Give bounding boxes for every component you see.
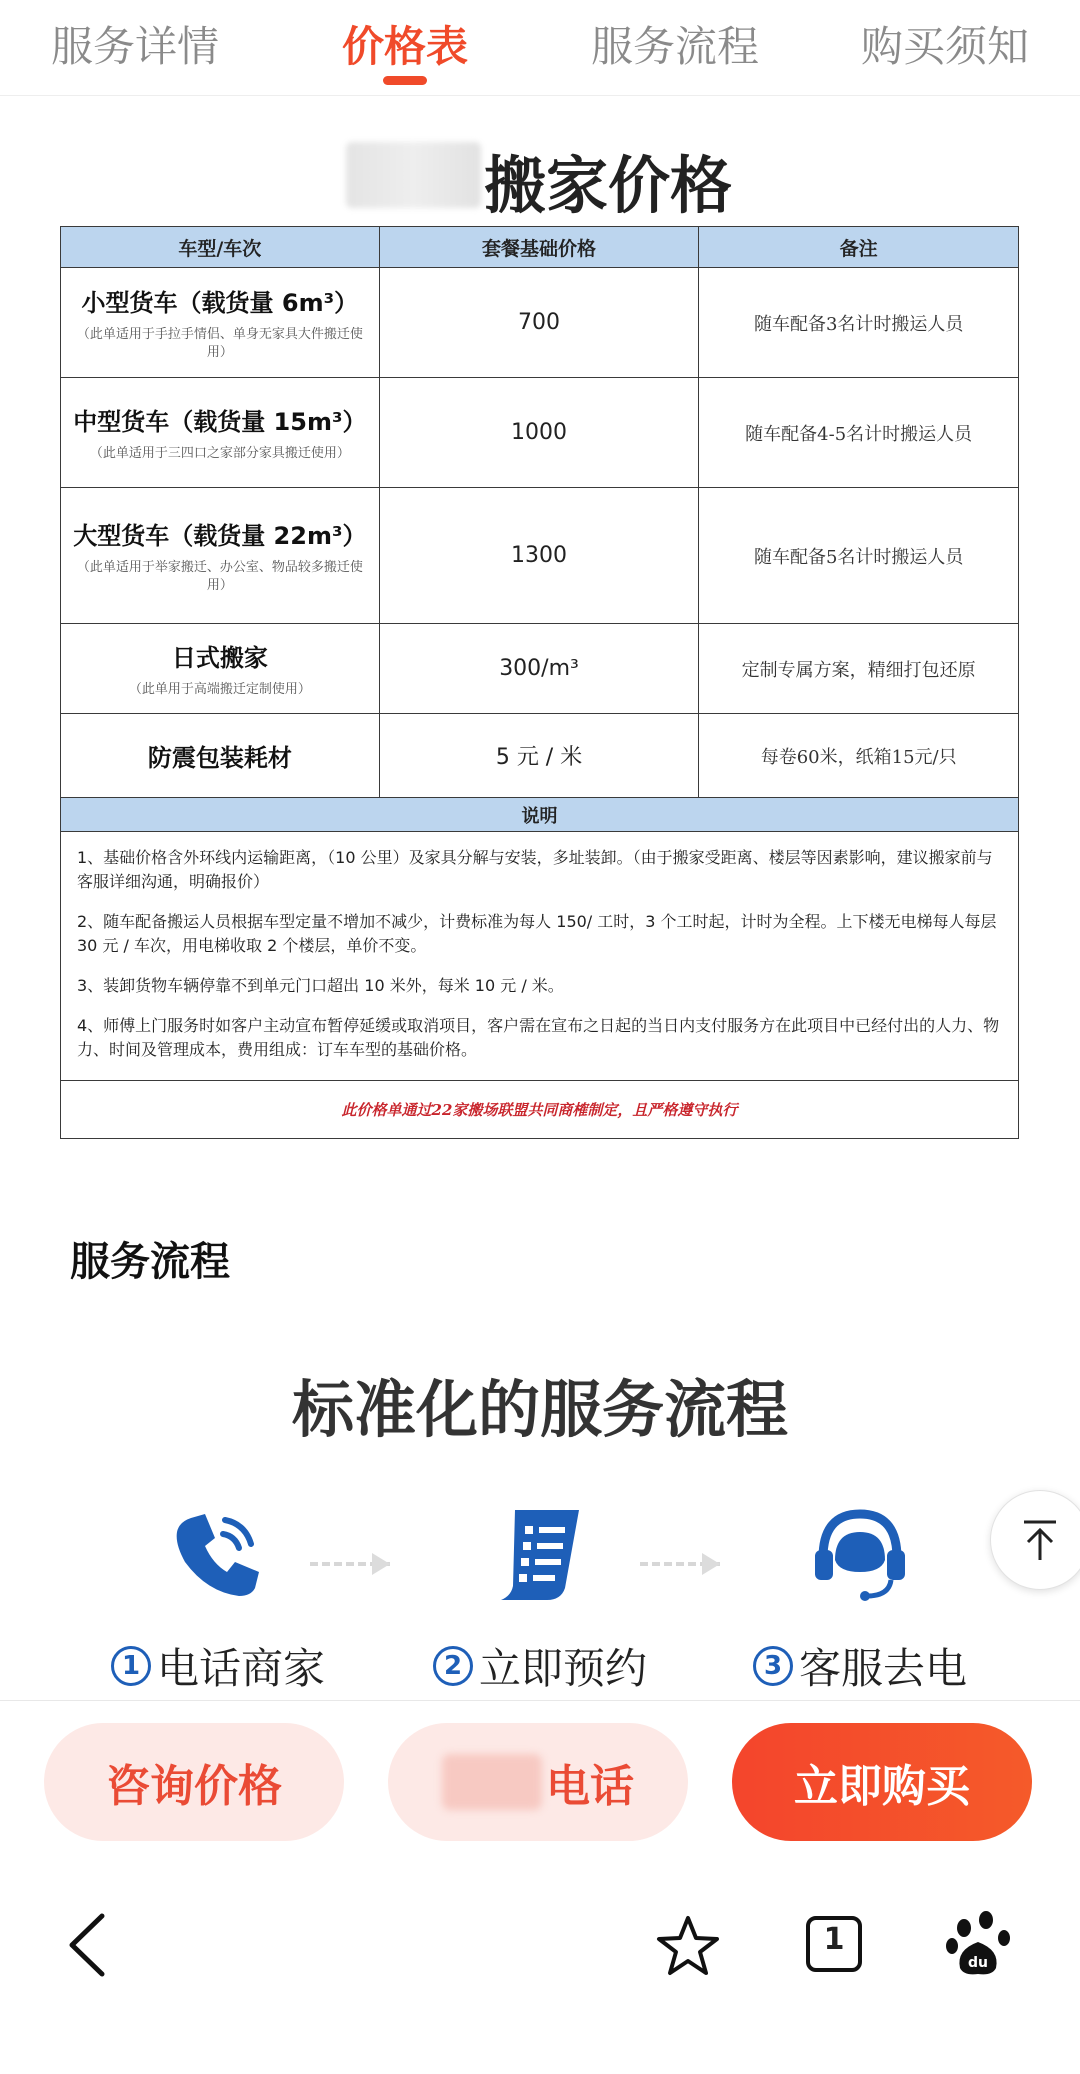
step-number: 1	[111, 1646, 151, 1686]
explain-item: 1、基础价格含外环线内运输距离，（10 公里）及家具分解与安装，多址装卸。（由于搬家受距离、楼层等因素影响，建议搬家前与客服详细沟通，明确报价）	[77, 848, 993, 891]
explain-item: 2、随车配备搬运人员根据车型定量不增加不减少，计费标准为每人 150/ 工时，3 个工时起，计时为全程。上下楼无电梯每人每层 30 元 / 车次，用电梯收取 2 个楼层，单价不变。	[77, 912, 997, 955]
remark-text: 随车配备5名计时搬运人员	[753, 546, 964, 568]
price-value: 1300	[511, 543, 568, 568]
remark-text: 每卷60米，纸箱15元/只	[760, 746, 957, 768]
header-cell: 车型/车次	[61, 227, 380, 268]
svg-text:du: du	[968, 1955, 988, 1971]
price-table	[60, 226, 1019, 1139]
tab-count: 1	[823, 1922, 845, 1957]
vehicle-cell	[61, 488, 380, 624]
vehicle-name: 中型货车（载货量 15m³）	[73, 408, 367, 436]
remark-cell	[699, 268, 1019, 378]
step-number: 3	[753, 1646, 793, 1686]
flow-headline: 标准化的服务流程	[291, 1373, 788, 1446]
baidu-paw-icon[interactable]	[944, 1910, 1014, 1984]
table-row	[61, 624, 1019, 714]
price-value: 300/m³	[499, 656, 579, 681]
remark-text: 定制专属方案，精细打包还原	[741, 659, 976, 681]
vehicle-cell	[61, 714, 380, 798]
explain-item: 3、装卸货物车辆停靠不到单元门口超出 10 米外，每米 10 元 / 米。	[77, 976, 564, 995]
table-row	[61, 714, 1019, 798]
price-value: 700	[518, 310, 561, 335]
bottom-action-bar	[0, 1700, 1080, 1870]
vehicle-name: 小型货车（载货量 6m³）	[81, 289, 359, 317]
active-tab-indicator	[383, 76, 427, 85]
explain-item: 4、师傅上门服务时如客户主动宣布暂停延缓或取消项目，客户需在宣布之日起的当日内支付服务方在此项目中已经付出的人力、物力、时间及管理成本，费用组成：订车车型的基础价格。	[77, 1016, 1000, 1059]
section-title-service-flow: 服务流程	[70, 1239, 230, 1285]
consult-price-button[interactable]	[44, 1723, 344, 1841]
headset-icon	[805, 1500, 915, 1610]
vehicle-note: （此单适用于手拉手情侣、单身无家具大件搬迁使用）	[76, 327, 363, 360]
vehicle-cell	[61, 268, 380, 378]
vehicle-name: 大型货车（载货量 22m³）	[73, 522, 367, 550]
tabs-icon[interactable]	[804, 1914, 864, 1978]
step-text: 电话商家	[156, 1644, 325, 1693]
footnote-text: 此价格单通过22家搬场联盟共同商榷制定，且严格遵守执行	[61, 1081, 1019, 1139]
button-label: 立即购买	[794, 1761, 970, 1812]
document-icon	[485, 1500, 595, 1610]
price-list-image	[0, 96, 1080, 1156]
step-number: 2	[433, 1646, 473, 1686]
flow-arrow-icon	[702, 1553, 720, 1575]
tab-service-details[interactable]	[0, 0, 270, 95]
step-label	[420, 1636, 660, 1696]
price-doc-title: 搬家价格	[484, 149, 733, 222]
price-cell	[379, 714, 699, 798]
button-label: 咨询价格	[106, 1761, 282, 1812]
back-to-top-button[interactable]	[990, 1490, 1080, 1590]
flow-step-book	[420, 1500, 660, 1696]
price-value: 5 元 / 米	[495, 745, 583, 770]
price-value: 1000	[511, 420, 568, 445]
price-cell	[379, 268, 699, 378]
price-cell	[379, 488, 699, 624]
explain-cell	[61, 832, 1019, 1081]
table-row	[61, 488, 1019, 624]
vehicle-name: 防震包装耗材	[147, 744, 292, 772]
redacted-name	[442, 1754, 542, 1810]
tab-label: 服务流程	[590, 22, 759, 71]
table-header-row	[61, 227, 1019, 268]
vehicle-note: （此单用于高端搬迁定制使用）	[128, 682, 311, 697]
remark-cell	[699, 488, 1019, 624]
star-icon[interactable]	[656, 1914, 720, 1982]
call-phone-button[interactable]	[388, 1723, 688, 1841]
tab-purchase-notes[interactable]	[810, 0, 1080, 95]
footnote-row	[61, 1081, 1019, 1139]
header-cell: 备注	[699, 227, 1019, 268]
tab-service-flow[interactable]	[540, 0, 810, 95]
explain-title: 说明	[61, 798, 1019, 832]
vehicle-name: 日式搬家	[171, 644, 268, 672]
explain-header-row	[61, 798, 1019, 832]
tab-label: 服务详情	[50, 22, 219, 71]
flow-arrow-icon	[372, 1553, 390, 1575]
remark-text: 随车配备4-5名计时搬运人员	[745, 423, 973, 445]
phone-icon	[163, 1500, 273, 1610]
price-cell	[379, 378, 699, 488]
buy-now-button[interactable]	[732, 1723, 1032, 1841]
step-label	[740, 1636, 980, 1696]
step-label	[98, 1636, 338, 1696]
redacted-company-name	[346, 142, 481, 208]
vehicle-cell	[61, 624, 380, 714]
step-text: 立即预约	[478, 1644, 647, 1693]
button-label: 电话	[546, 1761, 634, 1812]
table-row	[61, 268, 1019, 378]
back-arrow-icon[interactable]	[62, 1910, 112, 1984]
flow-step-call	[98, 1500, 338, 1696]
tab-label: 购买须知	[860, 22, 1029, 71]
table-row	[61, 378, 1019, 488]
vehicle-cell	[61, 378, 380, 488]
remark-cell	[699, 378, 1019, 488]
vehicle-note: （此单适用于三四口之家部分家具搬迁使用）	[89, 446, 350, 461]
flow-step-callback	[740, 1500, 980, 1696]
tab-bar	[0, 0, 1080, 96]
remark-cell	[699, 624, 1019, 714]
tab-price-list[interactable]	[270, 0, 540, 95]
vehicle-note: （此单适用于举家搬迁、办公室、物品较多搬迁使用）	[76, 560, 363, 593]
header-cell: 套餐基础价格	[379, 227, 699, 268]
remark-text: 随车配备3名计时搬运人员	[753, 313, 964, 335]
browser-nav-bar	[0, 1870, 1080, 2074]
explain-row	[61, 832, 1019, 1081]
arrow-up-icon	[1018, 1518, 1062, 1562]
price-cell	[379, 624, 699, 714]
remark-cell	[699, 714, 1019, 798]
tab-label: 价格表	[341, 22, 468, 71]
step-text: 客服去电	[798, 1644, 967, 1693]
